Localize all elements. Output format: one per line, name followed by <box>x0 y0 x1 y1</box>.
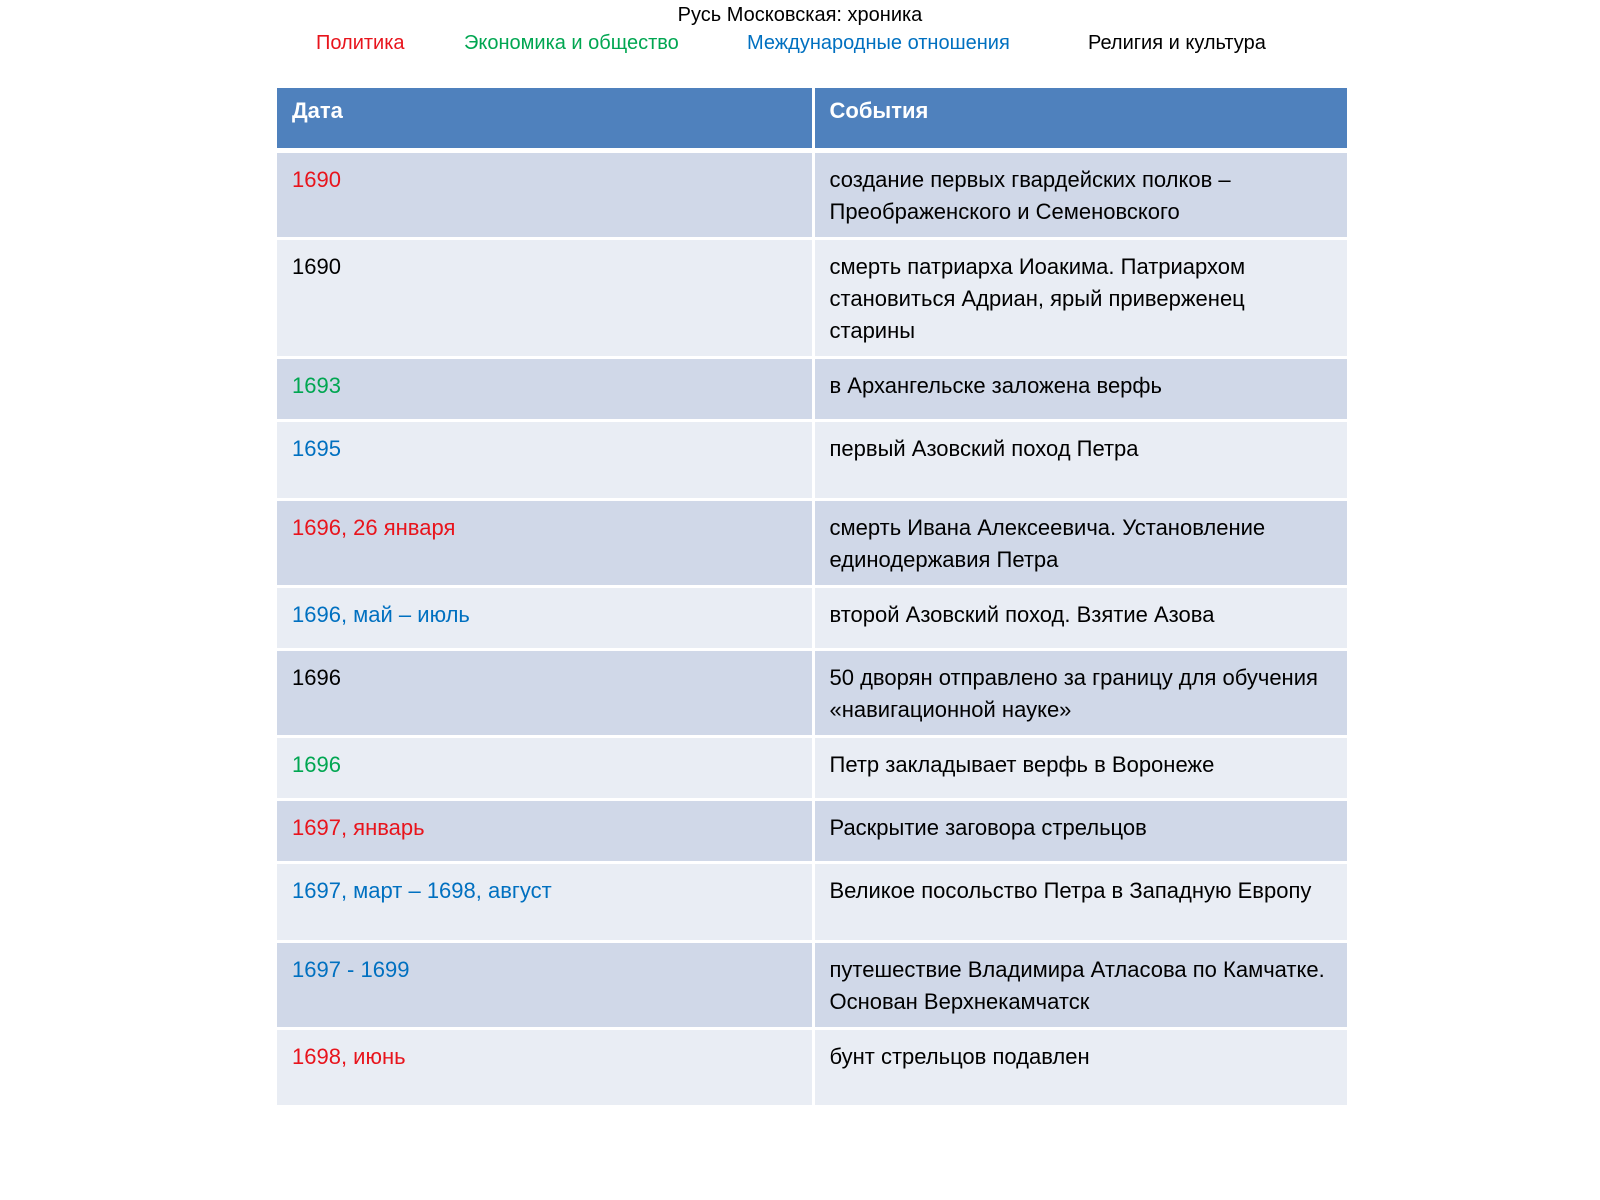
legend-politics: Политика <box>316 32 405 54</box>
row-date: 1696 <box>277 736 813 799</box>
row-date: 1690 <box>277 150 813 238</box>
table-row <box>277 420 1347 499</box>
row-date: 1690 <box>277 238 813 357</box>
row-event: в Архангельске заложена верфь <box>813 357 1347 420</box>
date-column-header: Дата <box>277 88 813 150</box>
table-row <box>277 238 1347 357</box>
row-event: создание первых гвардейских полков – Преображенского и Семеновского <box>813 150 1347 238</box>
legend-religion: Религия и культура <box>1088 32 1266 54</box>
legend-international: Международные отношения <box>747 32 1010 54</box>
table-row <box>277 649 1347 736</box>
row-event: Петр закладывает верфь в Воронеже <box>813 736 1347 799</box>
row-date: 1696, 26 января <box>277 499 813 586</box>
events-column-header: События <box>813 88 1347 150</box>
table-row <box>277 357 1347 420</box>
table-row <box>277 586 1347 649</box>
row-event: Раскрытие заговора стрельцов <box>813 799 1347 862</box>
category-legend <box>0 32 1600 62</box>
row-date: 1697 - 1699 <box>277 941 813 1028</box>
row-event: смерть патриарха Иоакима. Патриархом становиться Адриан, ярый приверженец старины <box>813 238 1347 357</box>
legend-economy: Экономика и общество <box>464 32 679 54</box>
table-row <box>277 499 1347 586</box>
row-event: 50 дворян отправлено за границу для обучения «навигационной науке» <box>813 649 1347 736</box>
row-date: 1693 <box>277 357 813 420</box>
row-event: первый Азовский поход Петра <box>813 420 1347 499</box>
row-event: смерть Ивана Алексеевича. Установление единодержавия Петра <box>813 499 1347 586</box>
table-row <box>277 941 1347 1028</box>
table-row <box>277 150 1347 238</box>
table-row <box>277 862 1347 941</box>
table-row <box>277 1028 1347 1106</box>
table-body <box>277 150 1347 1106</box>
table-header-row <box>277 88 1347 150</box>
row-event: путешествие Владимира Атласова по Камчатке. Основан Верхнекамчатск <box>813 941 1347 1028</box>
row-event: бунт стрельцов подавлен <box>813 1028 1347 1106</box>
row-date: 1698, июнь <box>277 1028 813 1106</box>
table-row <box>277 799 1347 862</box>
row-date: 1696, май – июль <box>277 586 813 649</box>
chronicle-table <box>277 88 1347 1108</box>
row-date: 1697, март – 1698, август <box>277 862 813 941</box>
row-date: 1695 <box>277 420 813 499</box>
row-event: Великое посольство Петра в Западную Европу <box>813 862 1347 941</box>
row-date: 1696 <box>277 649 813 736</box>
row-event: второй Азовский поход. Взятие Азова <box>813 586 1347 649</box>
table-row <box>277 736 1347 799</box>
page-title: Русь Московская: хроника <box>677 4 923 26</box>
row-date: 1697, январь <box>277 799 813 862</box>
